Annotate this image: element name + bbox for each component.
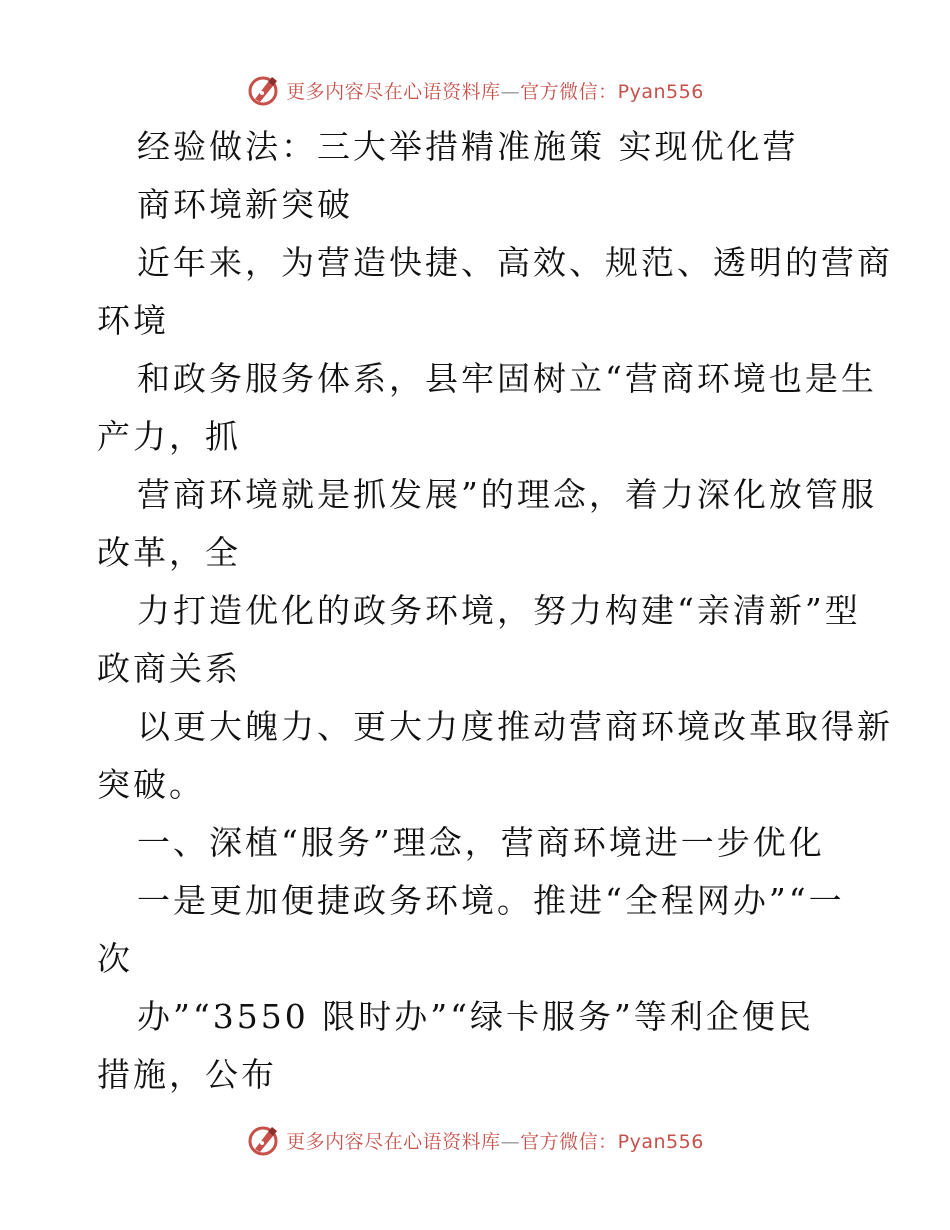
pen-nib-logo-icon <box>246 1123 280 1157</box>
footer-watermark-banner <box>0 1120 950 1160</box>
banner-text: 更多内容尽在心语资料库—官方微信：Pyan556 <box>286 80 704 103</box>
doc-paragraph-line: 办”“3550 限时办”“绿卡服务”等利企便民 <box>137 997 814 1036</box>
doc-paragraph-line: 突破。 <box>97 765 205 804</box>
header-watermark-banner <box>0 70 950 110</box>
doc-paragraph-line: 政商关系 <box>97 649 241 688</box>
doc-paragraph-line: 产力，抓 <box>97 417 241 456</box>
doc-paragraph-line: 环境 <box>97 301 169 340</box>
banner-text: 更多内容尽在心语资料库—官方微信：Pyan556 <box>286 1130 704 1153</box>
doc-paragraph-line: 和政务服务体系，县牢固树立“营商环境也是生 <box>137 359 877 398</box>
doc-paragraph-line: 力打造优化的政务环境，努力构建“亲清新”型 <box>137 591 861 630</box>
doc-paragraph-line: 改革，全 <box>97 533 241 572</box>
doc-paragraph-line: 次 <box>97 939 133 978</box>
doc-paragraph-line: 以更大魄力、更大力度推动营商环境改革取得新 <box>137 707 893 746</box>
doc-paragraph-line: 一是更加便捷政务环境。推进“全程网办”“一 <box>137 881 845 920</box>
doc-paragraph-line: 营商环境就是抓发展”的理念，着力深化放管服 <box>137 475 877 514</box>
doc-paragraph-line: 措施，公布 <box>97 1055 277 1094</box>
doc-section-heading: 一、深植“服务”理念，营商环境进一步优化 <box>137 823 825 862</box>
doc-title-line-2: 商环境新突破 <box>137 185 353 224</box>
doc-paragraph-line: 近年来，为营造快捷、高效、规范、透明的营商 <box>137 243 893 282</box>
pen-nib-logo-icon <box>246 73 280 107</box>
doc-title-line-1: 经验做法：三大举措精准施策 实现优化营 <box>137 127 799 166</box>
